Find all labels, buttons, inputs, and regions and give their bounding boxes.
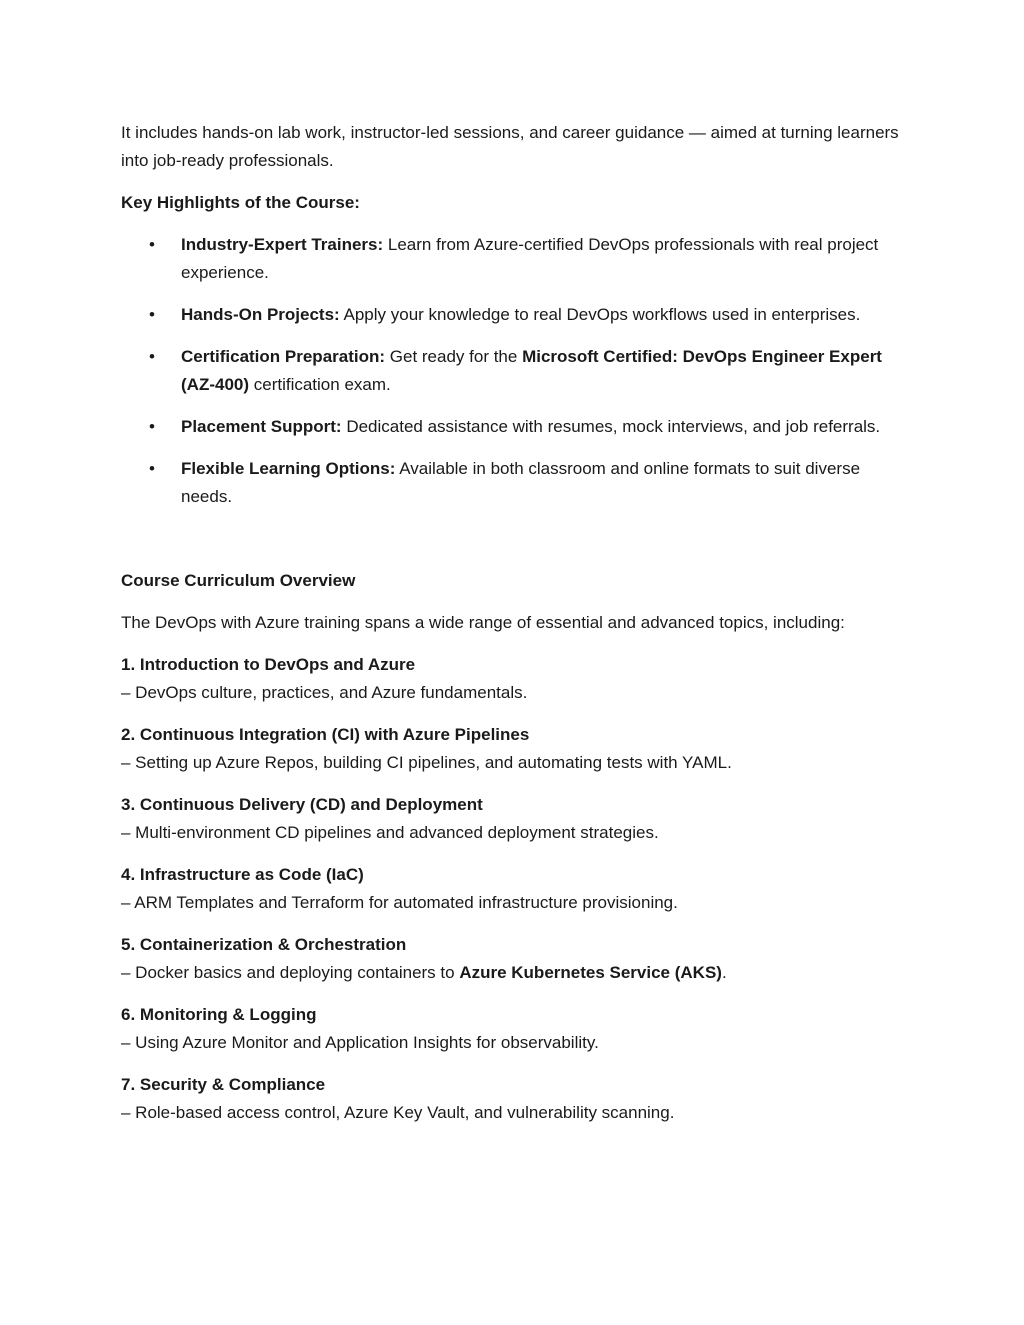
highlights-heading: Key Highlights of the Course:	[121, 193, 360, 212]
curriculum-intro: The DevOps with Azure training spans a wide range of essential and advanced topics, including:	[121, 613, 845, 632]
document-page	[121, 119, 911, 1141]
bullet-icon: •	[149, 417, 155, 436]
intro-paragraph: It includes hands-on lab work, instructor-led sessions, and career guidance — aimed at turning learners into job-ready professionals.	[121, 123, 899, 170]
bullet-icon: •	[149, 459, 155, 478]
list-item: • Certification Preparation: Get ready for the Microsoft Certified: DevOps Engineer Expert (AZ-400) certification exam.	[121, 343, 911, 399]
topic-item: 5. Containerization & Orchestration – Docker basics and deploying containers to Azure Kubernetes Service (AKS).	[121, 935, 727, 982]
list-item: • Industry-Expert Trainers: Learn from Azure-certified DevOps professionals with real project experience.	[121, 231, 911, 287]
highlights-list	[121, 231, 911, 511]
topic-item: 2. Continuous Integration (CI) with Azure Pipelines – Setting up Azure Repos, building CI pipelines, and automating tests with YAML.	[121, 725, 732, 772]
bullet-icon: •	[149, 235, 155, 254]
list-item: • Flexible Learning Options: Available in both classroom and online formats to suit diverse needs.	[121, 455, 911, 511]
topic-item: 6. Monitoring & Logging – Using Azure Monitor and Application Insights for observability.	[121, 1005, 599, 1052]
list-item: • Hands-On Projects: Apply your knowledge to real DevOps workflows used in enterprises.	[121, 301, 911, 329]
bullet-icon: •	[149, 347, 155, 366]
list-item: • Placement Support: Dedicated assistance with resumes, mock interviews, and job referrals.	[121, 413, 911, 441]
curriculum-heading: Course Curriculum Overview	[121, 571, 356, 590]
topic-item: 1. Introduction to DevOps and Azure – DevOps culture, practices, and Azure fundamentals.	[121, 655, 528, 702]
topic-item: 7. Security & Compliance – Role-based access control, Azure Key Vault, and vulnerability scanning.	[121, 1075, 675, 1122]
topic-item: 3. Continuous Delivery (CD) and Deployment – Multi-environment CD pipelines and advanced deployment strategies.	[121, 795, 659, 842]
bullet-icon: •	[149, 305, 155, 324]
topic-item: 4. Infrastructure as Code (IaC) – ARM Templates and Terraform for automated infrastructure provisioning.	[121, 865, 678, 912]
blank-line	[121, 525, 911, 553]
